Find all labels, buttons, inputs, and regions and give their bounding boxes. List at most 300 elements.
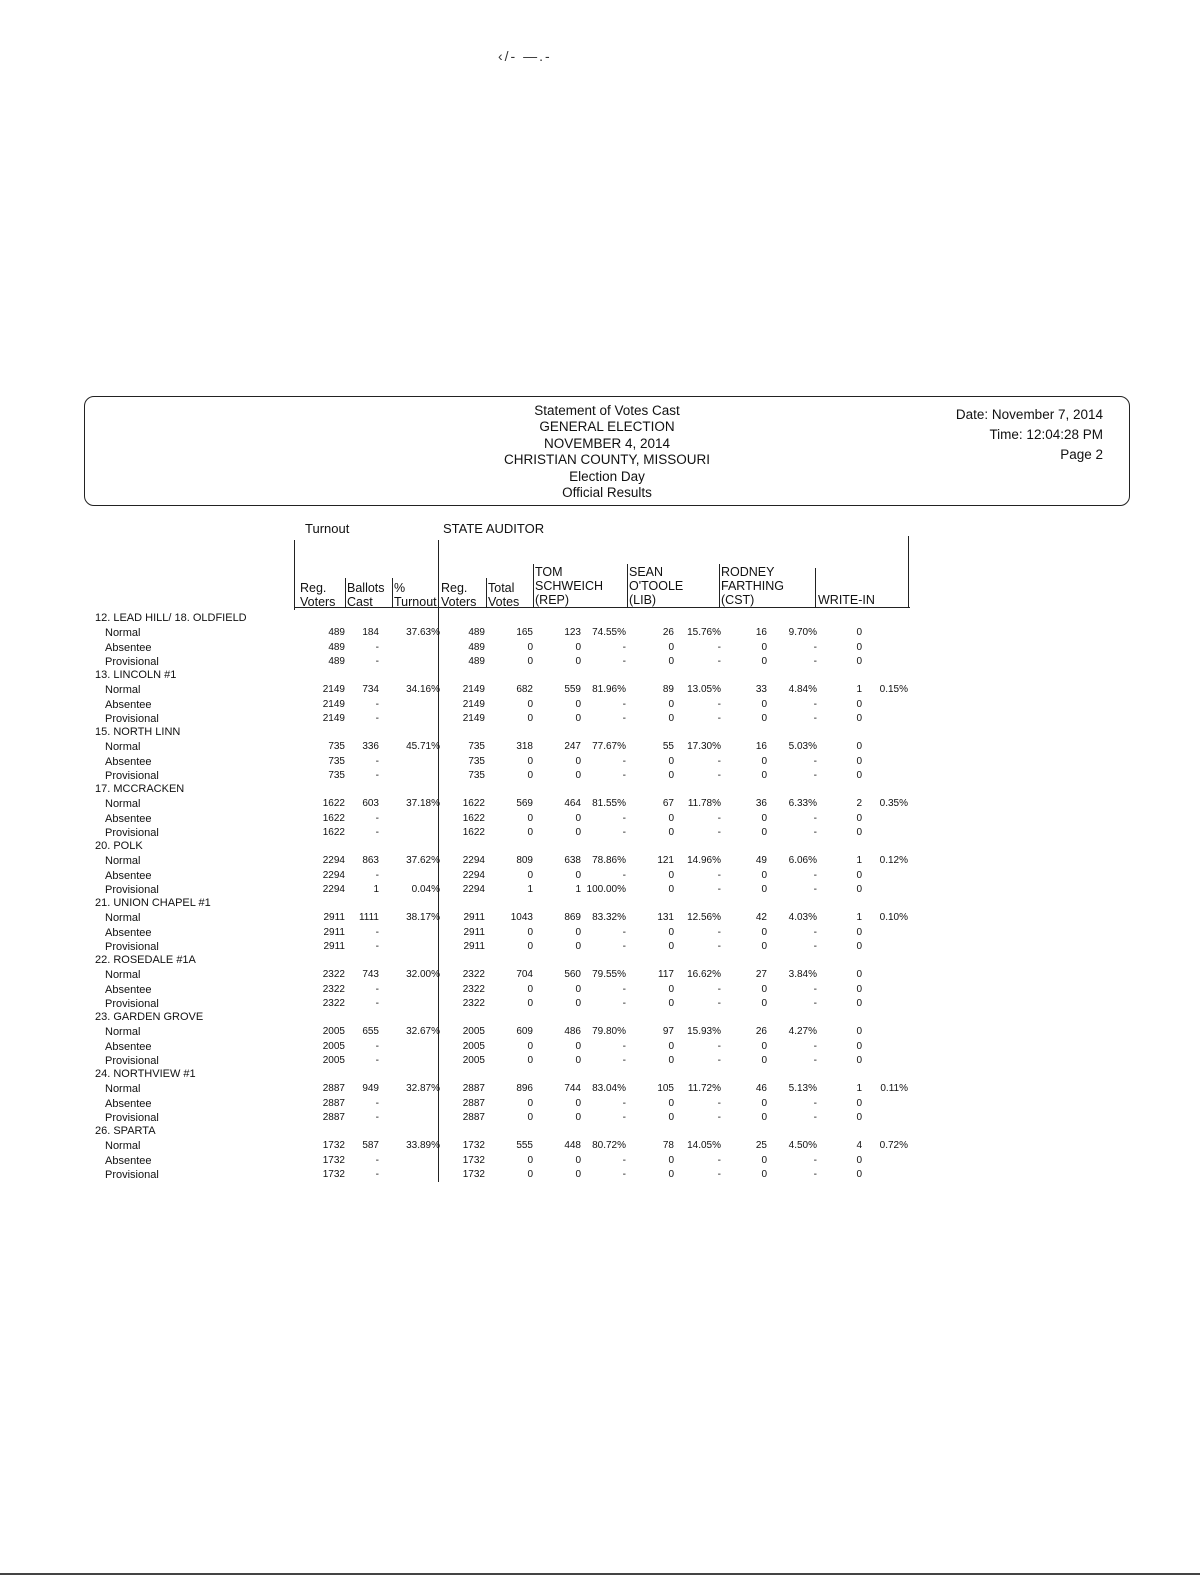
cell-reg-voters-contest: 2005 bbox=[462, 1054, 485, 1066]
cell-farthing-pct: - bbox=[813, 1097, 817, 1109]
cell-writein-votes: 0 bbox=[856, 769, 862, 781]
cell-otoole-pct: - bbox=[717, 983, 721, 995]
cell-reg-voters: 2911 bbox=[323, 940, 345, 952]
cell-otoole-votes: 0 bbox=[668, 1040, 674, 1052]
table-row bbox=[0, 1098, 1200, 1112]
cell-ballots-cast: - bbox=[375, 712, 379, 724]
cell-otoole-pct: - bbox=[717, 1097, 721, 1109]
cell-ballots-cast: - bbox=[375, 655, 379, 667]
cell-total-votes: 1 bbox=[527, 883, 533, 895]
cell-pct-turnout: 33.89% bbox=[406, 1140, 440, 1152]
cell-otoole-pct: - bbox=[717, 826, 721, 838]
cell-ballots-cast: 655 bbox=[362, 1026, 379, 1038]
cell-farthing-votes: 0 bbox=[761, 940, 767, 952]
cell-schweich-votes: 0 bbox=[575, 1111, 581, 1123]
election-date: NOVEMBER 4, 2014 bbox=[543, 435, 671, 451]
contest-title: STATE AUDITOR bbox=[443, 521, 545, 536]
cell-reg-voters: 1732 bbox=[322, 1154, 345, 1166]
cell-schweich-votes: 0 bbox=[575, 1097, 581, 1109]
cell-reg-voters: 735 bbox=[328, 755, 345, 767]
cell-farthing-votes: 0 bbox=[761, 926, 767, 938]
cell-writein-votes: 0 bbox=[856, 655, 862, 667]
cell-reg-voters: 1732 bbox=[322, 1168, 345, 1180]
cell-writein-votes: 2 bbox=[856, 798, 862, 810]
cell-schweich-votes: 0 bbox=[575, 926, 581, 938]
precinct-name: 24. NORTHVIEW #1 bbox=[95, 1068, 196, 1080]
cell-schweich-votes: 0 bbox=[575, 755, 581, 767]
cell-ballots-cast: 743 bbox=[362, 969, 379, 981]
cell-farthing-pct: 5.03% bbox=[788, 741, 817, 753]
precinct-name: 13. LINCOLN #1 bbox=[95, 669, 177, 681]
cell-schweich-pct: - bbox=[622, 812, 626, 824]
cell-otoole-votes: 78 bbox=[662, 1140, 674, 1152]
cell-otoole-votes: 0 bbox=[668, 712, 674, 724]
cell-reg-voters: 2322 bbox=[322, 969, 345, 981]
cell-farthing-votes: 0 bbox=[761, 1111, 767, 1123]
cell-reg-voters-contest: 2887 bbox=[462, 1097, 485, 1109]
cell-farthing-votes: 0 bbox=[761, 712, 767, 724]
cell-farthing-votes: 33 bbox=[755, 684, 767, 696]
cell-total-votes: 0 bbox=[527, 655, 533, 667]
page-bottom-rule bbox=[0, 1573, 1200, 1575]
cell-total-votes: 0 bbox=[527, 997, 533, 1009]
cell-writein-votes: 0 bbox=[856, 1054, 862, 1066]
cell-total-votes: 0 bbox=[527, 698, 533, 710]
cell-otoole-votes: 0 bbox=[668, 1097, 674, 1109]
table-row bbox=[0, 642, 1200, 656]
row-type-label: Normal bbox=[105, 912, 141, 925]
cell-writein-votes: 0 bbox=[856, 1026, 862, 1038]
report-title: Statement of Votes Cast bbox=[534, 403, 680, 418]
row-type-label: Provisional bbox=[105, 940, 159, 953]
cell-reg-voters: 1622 bbox=[322, 812, 345, 824]
cell-reg-voters-contest: 2887 bbox=[462, 1111, 485, 1123]
cell-farthing-pct: 5.13% bbox=[788, 1083, 817, 1095]
table-row bbox=[0, 1083, 1200, 1097]
cell-ballots-cast: - bbox=[375, 1154, 379, 1166]
cell-schweich-votes: 0 bbox=[575, 1054, 581, 1066]
precinct-name: 20. POLK bbox=[95, 840, 143, 852]
cell-otoole-pct: - bbox=[717, 1154, 721, 1166]
table-row bbox=[0, 927, 1200, 941]
cell-schweich-pct: - bbox=[622, 755, 626, 767]
cell-schweich-pct: - bbox=[622, 1111, 626, 1123]
cell-reg-voters-contest: 1622 bbox=[462, 798, 485, 810]
cell-writein-votes: 1 bbox=[856, 684, 862, 696]
cell-reg-voters-contest: 1732 bbox=[462, 1154, 485, 1166]
cell-total-votes: 0 bbox=[527, 755, 533, 767]
cell-reg-voters: 489 bbox=[328, 641, 345, 653]
table-row bbox=[0, 713, 1200, 727]
row-type-label: Absentee bbox=[105, 1097, 152, 1110]
cell-writein-votes: 0 bbox=[856, 940, 862, 952]
row-type-label: Normal bbox=[105, 855, 141, 868]
cell-reg-voters-contest: 2322 bbox=[462, 983, 485, 995]
col-write-in: WRITE-IN bbox=[818, 593, 875, 607]
cell-schweich-votes: 123 bbox=[564, 627, 581, 639]
cell-otoole-pct: 15.93% bbox=[687, 1026, 721, 1038]
cell-farthing-pct: - bbox=[813, 641, 817, 653]
precinct-name: 15. NORTH LINN bbox=[95, 726, 181, 738]
row-type-label: Provisional bbox=[105, 1168, 159, 1181]
cell-schweich-votes: 0 bbox=[575, 812, 581, 824]
cell-total-votes: 809 bbox=[516, 855, 533, 867]
cell-farthing-pct: 4.27% bbox=[788, 1026, 817, 1038]
cell-reg-voters-contest: 1622 bbox=[462, 826, 485, 838]
cell-farthing-votes: 46 bbox=[755, 1083, 767, 1095]
precinct-heading bbox=[0, 783, 1200, 797]
cell-schweich-pct: - bbox=[622, 1054, 626, 1066]
precinct-name: 21. UNION CHAPEL #1 bbox=[95, 897, 211, 909]
cell-total-votes: 555 bbox=[516, 1140, 533, 1152]
cell-otoole-votes: 105 bbox=[657, 1083, 674, 1095]
cell-schweich-pct: - bbox=[622, 655, 626, 667]
table-row bbox=[0, 1041, 1200, 1055]
cell-ballots-cast: 949 bbox=[362, 1083, 379, 1095]
cell-ballots-cast: - bbox=[375, 1054, 379, 1066]
precinct-heading bbox=[0, 1125, 1200, 1139]
cell-writein-votes: 0 bbox=[856, 983, 862, 995]
col-candidate-otoole: SEAN O'TOOLE (LIB) bbox=[629, 565, 684, 607]
cell-otoole-pct: - bbox=[717, 655, 721, 667]
cell-otoole-pct: - bbox=[717, 1054, 721, 1066]
cell-otoole-votes: 67 bbox=[662, 798, 674, 810]
cell-total-votes: 0 bbox=[527, 826, 533, 838]
cell-reg-voters: 2322 bbox=[322, 997, 345, 1009]
cell-farthing-pct: - bbox=[813, 755, 817, 767]
cell-reg-voters: 2005 bbox=[322, 1040, 345, 1052]
cell-otoole-votes: 0 bbox=[668, 883, 674, 895]
cell-total-votes: 0 bbox=[527, 712, 533, 724]
cell-otoole-votes: 0 bbox=[668, 869, 674, 881]
cell-ballots-cast: - bbox=[375, 698, 379, 710]
cell-pct-turnout: 32.00% bbox=[406, 969, 440, 981]
col-total-votes: Total Votes bbox=[488, 581, 520, 609]
cell-total-votes: 0 bbox=[527, 869, 533, 881]
cell-farthing-votes: 42 bbox=[755, 912, 767, 924]
row-type-label: Provisional bbox=[105, 655, 159, 668]
report-date: Date: November 7, 2014 bbox=[955, 407, 1103, 422]
cell-schweich-pct: 83.32% bbox=[592, 912, 626, 924]
cell-otoole-pct: - bbox=[717, 883, 721, 895]
cell-total-votes: 0 bbox=[527, 940, 533, 952]
table-row bbox=[0, 1140, 1200, 1154]
row-type-label: Absentee bbox=[105, 1040, 152, 1053]
cell-otoole-pct: 17.30% bbox=[687, 741, 721, 753]
cell-reg-voters: 2887 bbox=[322, 1083, 345, 1095]
cell-reg-voters-contest: 2911 bbox=[463, 940, 485, 952]
cell-pct-turnout: 32.87% bbox=[406, 1083, 440, 1095]
rule-contest-right bbox=[908, 536, 909, 608]
cell-reg-voters: 2911 bbox=[323, 912, 345, 924]
cell-otoole-votes: 121 bbox=[657, 855, 674, 867]
cell-farthing-pct: - bbox=[813, 1168, 817, 1180]
cell-schweich-votes: 744 bbox=[564, 1083, 581, 1095]
cell-schweich-votes: 0 bbox=[575, 712, 581, 724]
cell-farthing-pct: - bbox=[813, 997, 817, 1009]
cell-total-votes: 0 bbox=[527, 1168, 533, 1180]
cell-reg-voters: 2149 bbox=[322, 684, 345, 696]
cell-otoole-pct: - bbox=[717, 812, 721, 824]
cell-schweich-pct: - bbox=[622, 983, 626, 995]
cell-farthing-pct: - bbox=[813, 769, 817, 781]
cell-reg-voters-contest: 2911 bbox=[463, 926, 485, 938]
table-row bbox=[0, 941, 1200, 955]
row-type-label: Provisional bbox=[105, 883, 159, 896]
cell-reg-voters-contest: 1732 bbox=[462, 1140, 485, 1152]
report-status: Official Results bbox=[562, 485, 652, 501]
precinct-name: 12. LEAD HILL/ 18. OLDFIELD bbox=[95, 612, 247, 624]
cell-pct-turnout: 38.17% bbox=[406, 912, 440, 924]
cell-ballots-cast: - bbox=[375, 812, 379, 824]
row-type-label: Normal bbox=[105, 741, 141, 754]
cell-farthing-pct: 4.03% bbox=[788, 912, 817, 924]
cell-schweich-votes: 0 bbox=[575, 940, 581, 952]
precinct-heading bbox=[0, 954, 1200, 968]
cell-otoole-votes: 0 bbox=[668, 698, 674, 710]
cell-total-votes: 569 bbox=[516, 798, 533, 810]
col-candidate-schweich: TOM SCHWEICH (REP) bbox=[535, 565, 604, 607]
row-type-label: Normal bbox=[105, 627, 141, 640]
precinct-heading bbox=[0, 726, 1200, 740]
cell-schweich-votes: 0 bbox=[575, 997, 581, 1009]
cell-farthing-pct: - bbox=[813, 1040, 817, 1052]
table-row bbox=[0, 756, 1200, 770]
table-row bbox=[0, 1112, 1200, 1126]
table-row bbox=[0, 1169, 1200, 1183]
cell-schweich-votes: 869 bbox=[564, 912, 581, 924]
cell-schweich-pct: 78.86% bbox=[592, 855, 626, 867]
cell-otoole-pct: - bbox=[717, 1111, 721, 1123]
cell-schweich-pct: - bbox=[622, 997, 626, 1009]
cell-ballots-cast: - bbox=[375, 1097, 379, 1109]
cell-total-votes: 0 bbox=[527, 983, 533, 995]
cell-pct-turnout: 34.16% bbox=[406, 684, 440, 696]
cell-farthing-votes: 26 bbox=[755, 1026, 767, 1038]
cell-total-votes: 609 bbox=[516, 1026, 533, 1038]
cell-reg-voters: 2005 bbox=[322, 1054, 345, 1066]
row-type-label: Absentee bbox=[105, 983, 152, 996]
cell-schweich-votes: 464 bbox=[564, 798, 581, 810]
cell-farthing-votes: 0 bbox=[761, 826, 767, 838]
cell-schweich-votes: 0 bbox=[575, 655, 581, 667]
cell-writein-votes: 0 bbox=[856, 1168, 862, 1180]
table-row bbox=[0, 741, 1200, 755]
cell-schweich-pct: - bbox=[622, 1168, 626, 1180]
cell-writein-votes: 0 bbox=[856, 641, 862, 653]
precinct-name: 26. SPARTA bbox=[95, 1125, 156, 1137]
cell-schweich-votes: 560 bbox=[564, 969, 581, 981]
cell-schweich-votes: 0 bbox=[575, 1168, 581, 1180]
row-type-label: Normal bbox=[105, 1026, 141, 1039]
row-type-label: Absentee bbox=[105, 1154, 152, 1167]
cell-ballots-cast: - bbox=[375, 641, 379, 653]
cell-otoole-pct: - bbox=[717, 1040, 721, 1052]
cell-pct-turnout: 37.62% bbox=[406, 855, 440, 867]
cell-ballots-cast: - bbox=[375, 1111, 379, 1123]
cell-farthing-votes: 16 bbox=[755, 627, 767, 639]
cell-reg-voters-contest: 2294 bbox=[462, 883, 485, 895]
cell-farthing-votes: 36 bbox=[755, 798, 767, 810]
cell-otoole-pct: - bbox=[717, 769, 721, 781]
table-row bbox=[0, 684, 1200, 698]
cell-total-votes: 165 bbox=[516, 627, 533, 639]
rule-header-bottom bbox=[294, 607, 910, 608]
cell-reg-voters-contest: 2149 bbox=[462, 698, 485, 710]
row-type-label: Absentee bbox=[105, 641, 152, 654]
col-pct-turnout: % Turnout bbox=[394, 581, 437, 609]
cell-schweich-pct: - bbox=[622, 1097, 626, 1109]
cell-ballots-cast: 734 bbox=[362, 684, 379, 696]
cell-farthing-pct: 6.33% bbox=[788, 798, 817, 810]
cell-farthing-pct: - bbox=[813, 869, 817, 881]
cell-otoole-pct: 13.05% bbox=[687, 684, 721, 696]
cell-farthing-votes: 27 bbox=[755, 969, 767, 981]
cell-reg-voters-contest: 2149 bbox=[462, 684, 485, 696]
report-scope: Election Day bbox=[569, 468, 645, 484]
cell-schweich-pct: - bbox=[622, 926, 626, 938]
cell-schweich-pct: - bbox=[622, 1154, 626, 1166]
cell-reg-voters-contest: 489 bbox=[468, 641, 485, 653]
precinct-heading bbox=[0, 669, 1200, 683]
cell-writein-votes: 0 bbox=[856, 741, 862, 753]
cell-otoole-pct: - bbox=[717, 712, 721, 724]
cell-schweich-pct: 100.00% bbox=[586, 883, 626, 895]
row-type-label: Provisional bbox=[105, 1054, 159, 1067]
cell-reg-voters: 489 bbox=[328, 655, 345, 667]
cell-writein-pct: 0.35% bbox=[879, 798, 908, 810]
cell-reg-voters: 2322 bbox=[322, 983, 345, 995]
cell-reg-voters: 2911 bbox=[323, 926, 345, 938]
cell-schweich-votes: 0 bbox=[575, 769, 581, 781]
precinct-heading bbox=[0, 1011, 1200, 1025]
cell-total-votes: 704 bbox=[516, 969, 533, 981]
cell-otoole-pct: - bbox=[717, 755, 721, 767]
cell-farthing-pct: 4.84% bbox=[788, 684, 817, 696]
cell-writein-votes: 0 bbox=[856, 969, 862, 981]
cell-reg-voters-contest: 2294 bbox=[462, 869, 485, 881]
cell-reg-voters: 489 bbox=[328, 627, 345, 639]
cell-otoole-pct: 14.05% bbox=[687, 1140, 721, 1152]
row-type-label: Normal bbox=[105, 969, 141, 982]
cell-otoole-votes: 0 bbox=[668, 826, 674, 838]
cell-reg-voters: 1622 bbox=[322, 798, 345, 810]
cell-schweich-pct: - bbox=[622, 1040, 626, 1052]
cell-otoole-pct: 14.96% bbox=[687, 855, 721, 867]
cell-reg-voters-contest: 2322 bbox=[462, 997, 485, 1009]
cell-schweich-pct: - bbox=[622, 826, 626, 838]
cell-farthing-pct: - bbox=[813, 655, 817, 667]
report-time: Time: 12:04:28 PM bbox=[989, 427, 1103, 442]
cell-writein-votes: 0 bbox=[856, 926, 862, 938]
cell-schweich-pct: 83.04% bbox=[592, 1083, 626, 1095]
cell-total-votes: 0 bbox=[527, 812, 533, 824]
col-reg-voters-contest: Reg. Voters bbox=[441, 581, 477, 609]
cell-reg-voters-contest: 2005 bbox=[462, 1040, 485, 1052]
cell-schweich-pct: 74.55% bbox=[592, 627, 626, 639]
cell-reg-voters-contest: 2149 bbox=[462, 712, 485, 724]
row-type-label: Absentee bbox=[105, 926, 152, 939]
cell-schweich-votes: 638 bbox=[564, 855, 581, 867]
table-row bbox=[0, 1026, 1200, 1040]
cell-pct-turnout: 37.18% bbox=[406, 798, 440, 810]
cell-otoole-votes: 0 bbox=[668, 812, 674, 824]
cell-schweich-pct: - bbox=[622, 869, 626, 881]
col-reg-voters: Reg. Voters bbox=[300, 581, 336, 609]
cell-ballots-cast: 184 bbox=[362, 627, 379, 639]
cell-farthing-pct: - bbox=[813, 1154, 817, 1166]
cell-otoole-pct: 16.62% bbox=[687, 969, 721, 981]
cell-farthing-pct: - bbox=[813, 712, 817, 724]
cell-writein-pct: 0.72% bbox=[879, 1140, 908, 1152]
cell-pct-turnout: 45.71% bbox=[406, 741, 440, 753]
cell-farthing-pct: - bbox=[813, 698, 817, 710]
cell-otoole-pct: - bbox=[717, 940, 721, 952]
cell-reg-voters: 735 bbox=[328, 769, 345, 781]
cell-otoole-pct: - bbox=[717, 997, 721, 1009]
rule-col-cand2 bbox=[627, 564, 628, 608]
row-type-label: Provisional bbox=[105, 997, 159, 1010]
table-row bbox=[0, 870, 1200, 884]
table-row bbox=[0, 827, 1200, 841]
cell-otoole-pct: 12.56% bbox=[687, 912, 721, 924]
cell-farthing-pct: - bbox=[813, 1054, 817, 1066]
table-row bbox=[0, 699, 1200, 713]
cell-total-votes: 0 bbox=[527, 1154, 533, 1166]
rule-col-writein bbox=[815, 568, 816, 608]
cell-writein-votes: 0 bbox=[856, 997, 862, 1009]
cell-schweich-votes: 0 bbox=[575, 1154, 581, 1166]
row-type-label: Provisional bbox=[105, 1111, 159, 1124]
scan-mark: ‹/- —.- bbox=[498, 48, 552, 64]
cell-schweich-votes: 559 bbox=[564, 684, 581, 696]
cell-total-votes: 0 bbox=[527, 769, 533, 781]
cell-reg-voters-contest: 735 bbox=[468, 741, 485, 753]
cell-writein-pct: 0.15% bbox=[879, 684, 908, 696]
cell-schweich-pct: 81.96% bbox=[592, 684, 626, 696]
cell-reg-voters: 2005 bbox=[322, 1026, 345, 1038]
precinct-heading bbox=[0, 897, 1200, 911]
cell-writein-pct: 0.11% bbox=[880, 1083, 908, 1095]
cell-reg-voters-contest: 2911 bbox=[463, 912, 485, 924]
cell-farthing-votes: 0 bbox=[761, 698, 767, 710]
cell-writein-votes: 0 bbox=[856, 698, 862, 710]
cell-reg-voters: 1622 bbox=[322, 826, 345, 838]
cell-farthing-pct: - bbox=[813, 812, 817, 824]
cell-writein-votes: 1 bbox=[856, 912, 862, 924]
cell-reg-voters: 2294 bbox=[322, 883, 345, 895]
cell-schweich-votes: 486 bbox=[564, 1026, 581, 1038]
rule-col-cand1 bbox=[533, 564, 534, 608]
cell-farthing-votes: 0 bbox=[761, 812, 767, 824]
cell-schweich-pct: 77.67% bbox=[592, 741, 626, 753]
cell-writein-votes: 1 bbox=[856, 1083, 862, 1095]
table-row bbox=[0, 969, 1200, 983]
cell-total-votes: 1043 bbox=[510, 912, 533, 924]
cell-farthing-votes: 0 bbox=[761, 869, 767, 881]
cell-otoole-pct: 15.76% bbox=[687, 627, 721, 639]
cell-farthing-votes: 25 bbox=[755, 1140, 767, 1152]
cell-farthing-votes: 16 bbox=[755, 741, 767, 753]
cell-total-votes: 0 bbox=[527, 1111, 533, 1123]
cell-schweich-pct: - bbox=[622, 698, 626, 710]
cell-ballots-cast: - bbox=[375, 826, 379, 838]
cell-farthing-pct: 9.70% bbox=[788, 627, 817, 639]
row-type-label: Normal bbox=[105, 1140, 141, 1153]
cell-reg-voters: 2887 bbox=[322, 1111, 345, 1123]
cell-schweich-votes: 1 bbox=[575, 883, 581, 895]
cell-farthing-votes: 0 bbox=[761, 769, 767, 781]
